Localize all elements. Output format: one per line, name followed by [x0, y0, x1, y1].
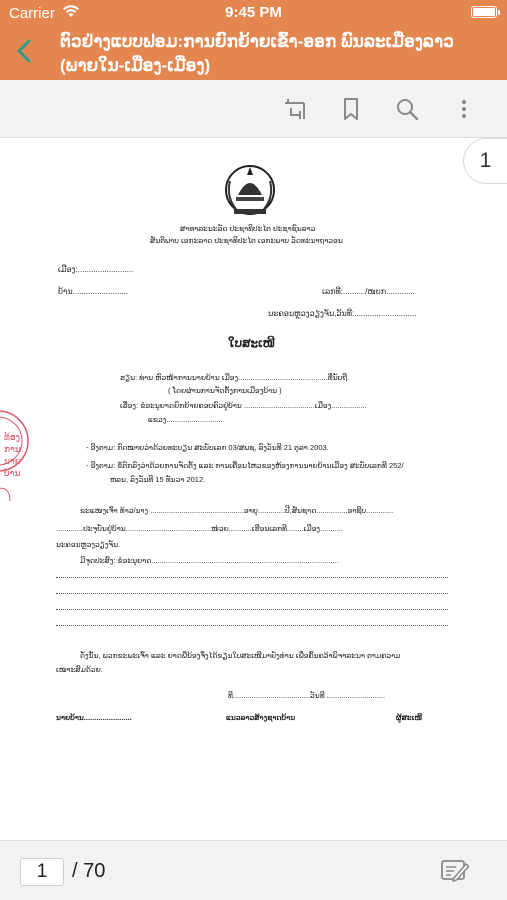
carrier-label: Carrier [9, 5, 55, 22]
blank-line [56, 609, 448, 610]
bookmark-icon[interactable] [338, 96, 364, 122]
national-motto: ສັນຕິພາບ ເອກະລາດ ປະຊາທິປະໄຕ ເອກະພາບ ວັດທະນາຖາວອນ [150, 236, 343, 245]
closing-line-2: ເໝາະສົມດ້ວຍ. [56, 665, 103, 674]
signature-chief: ນາຍບ້ານ....................... [56, 713, 132, 722]
page-number-badge: 1 [463, 138, 507, 184]
status-bar [0, 0, 507, 24]
pager-bar [0, 840, 507, 900]
body-line-2: .............ປະຈຸບັນຢູ່ບ້ານ.........................................ໜ່ວຍ...........ເຮືອນເລກທີ........ເມືອງ........... [56, 524, 343, 533]
signature-applicant: ຜູ້ສະເໜີ [396, 713, 423, 722]
toolbar [0, 80, 507, 138]
closing-line-1: ດັ່ງນັ້ນ, ພວກຂະພະເຈົ້າ ແລະ ຍາດພີ່ນ້ອງຈຶ່ງໄດ້ຂຽນໃບສະເໜີມາຍັງທ່ານ ເພື່ອຄົ້ນຄວ້າພິຈາລະນາ ຕາມຄວາມ [80, 651, 401, 660]
blank-line [56, 577, 448, 578]
village-field: ບ້ານ......................... [58, 287, 129, 296]
reference-1: - ອີງຕາມ: ກົດໝາຍວ່າດ້ວຍທະບຽນ ສະບັບເລກ 03/ສພຊ, ລົງວັນທີ 21 ຕຸລາ 2003. [86, 443, 329, 452]
more-icon[interactable] [451, 96, 477, 122]
signature-organization: ແນວລາວສ້າງຊາດບ້ານ [226, 713, 296, 722]
nav-header [0, 0, 507, 80]
clock: 9:45 PM [225, 4, 282, 21]
body-line-3: ນະຄອນຫຼວງວຽງຈັນ. [56, 540, 121, 549]
blank-line [56, 625, 448, 626]
stamp-text: ທ້ອງການ ນາຍບ້ານ [4, 432, 21, 478]
body-line-1: ຂະແໜງເຈົ້າ ທ້າວ/ນາງ .............................................ອາຍຸ.............ປີ,ສັນຊາດ...............ອາຊີບ............. [80, 506, 394, 515]
blank-line [56, 593, 448, 594]
page-title: ຕົວຢ່າງແບບຟອມ:ການຍົກຍ້າຍເຂົ້າ-ອອກ ພົນລະເມືອງລາວ (ພາຍໃນ-ເມືອງ-ເມືອງ) [60, 32, 454, 75]
reference-2: - ອີງຕາມ: ຂໍ້ຕົກລົງວ່າດ້ວຍການຈັດຕັ້ງ ແລະ ການເຄື່ອນໄຫວຂອງຫ້ອງການນາຍບ້ານເມືອງ ສະບັບເລກທີ 252/ [86, 461, 404, 470]
crop-icon[interactable] [283, 96, 309, 122]
page-number-input[interactable]: 1 [20, 858, 64, 886]
lao-emblem-icon [222, 161, 278, 219]
reference-2-cont: ຫລນ, ລົງວັນທີ 15 ທັນວາ 2012. [110, 475, 206, 484]
subject-line-2: ແຂວງ........................... [148, 415, 223, 424]
date-field: ນະຄອນຫຼວງວຽງຈັນ,ວັນທີ:............................ [268, 309, 417, 318]
search-icon[interactable] [394, 96, 420, 122]
page-total: / 70 [72, 860, 106, 882]
district-field: ເມືອງ:......................... [58, 265, 134, 274]
national-heading: ສາທາລະນະລັດ ປະຊາທິປະໄຕ ປະຊາຊົນລາວ [180, 224, 316, 233]
annotate-icon[interactable] [440, 858, 470, 884]
addressee-line: ຮຽນ: ທ່ານ ຫົວໜ້າການນາຍບ້ານ ເມືອງ...........................................ທີ່ນັບຖື. [120, 373, 350, 382]
form-title: ໃບສະເໜີ [228, 336, 275, 350]
back-chevron-icon[interactable] [14, 38, 36, 64]
subject-line: ເລື່ອງ: ຂໍອະນຸຍາດຍົກຍ້າຍຄອບຄົວຢູ່ບ້ານ ..................................ເມືອງ................. [120, 401, 367, 410]
addressee-sub: ( ໂດຍຜ່ານການຈັດຕັ້ງການເມືອງບ້ານ ) [168, 386, 282, 395]
number-field: ເລກທີ:........../ໜບກ............. [322, 287, 415, 296]
signature-place-date: ທີ.....................................ວັນທີ ............................ [228, 691, 386, 700]
battery-icon [471, 6, 497, 18]
document-page[interactable] [0, 139, 507, 839]
body-line-4: ມີຈຸດປະສົງ: ຂໍອະນຸຍາດ.......................................................................................... [80, 556, 339, 565]
